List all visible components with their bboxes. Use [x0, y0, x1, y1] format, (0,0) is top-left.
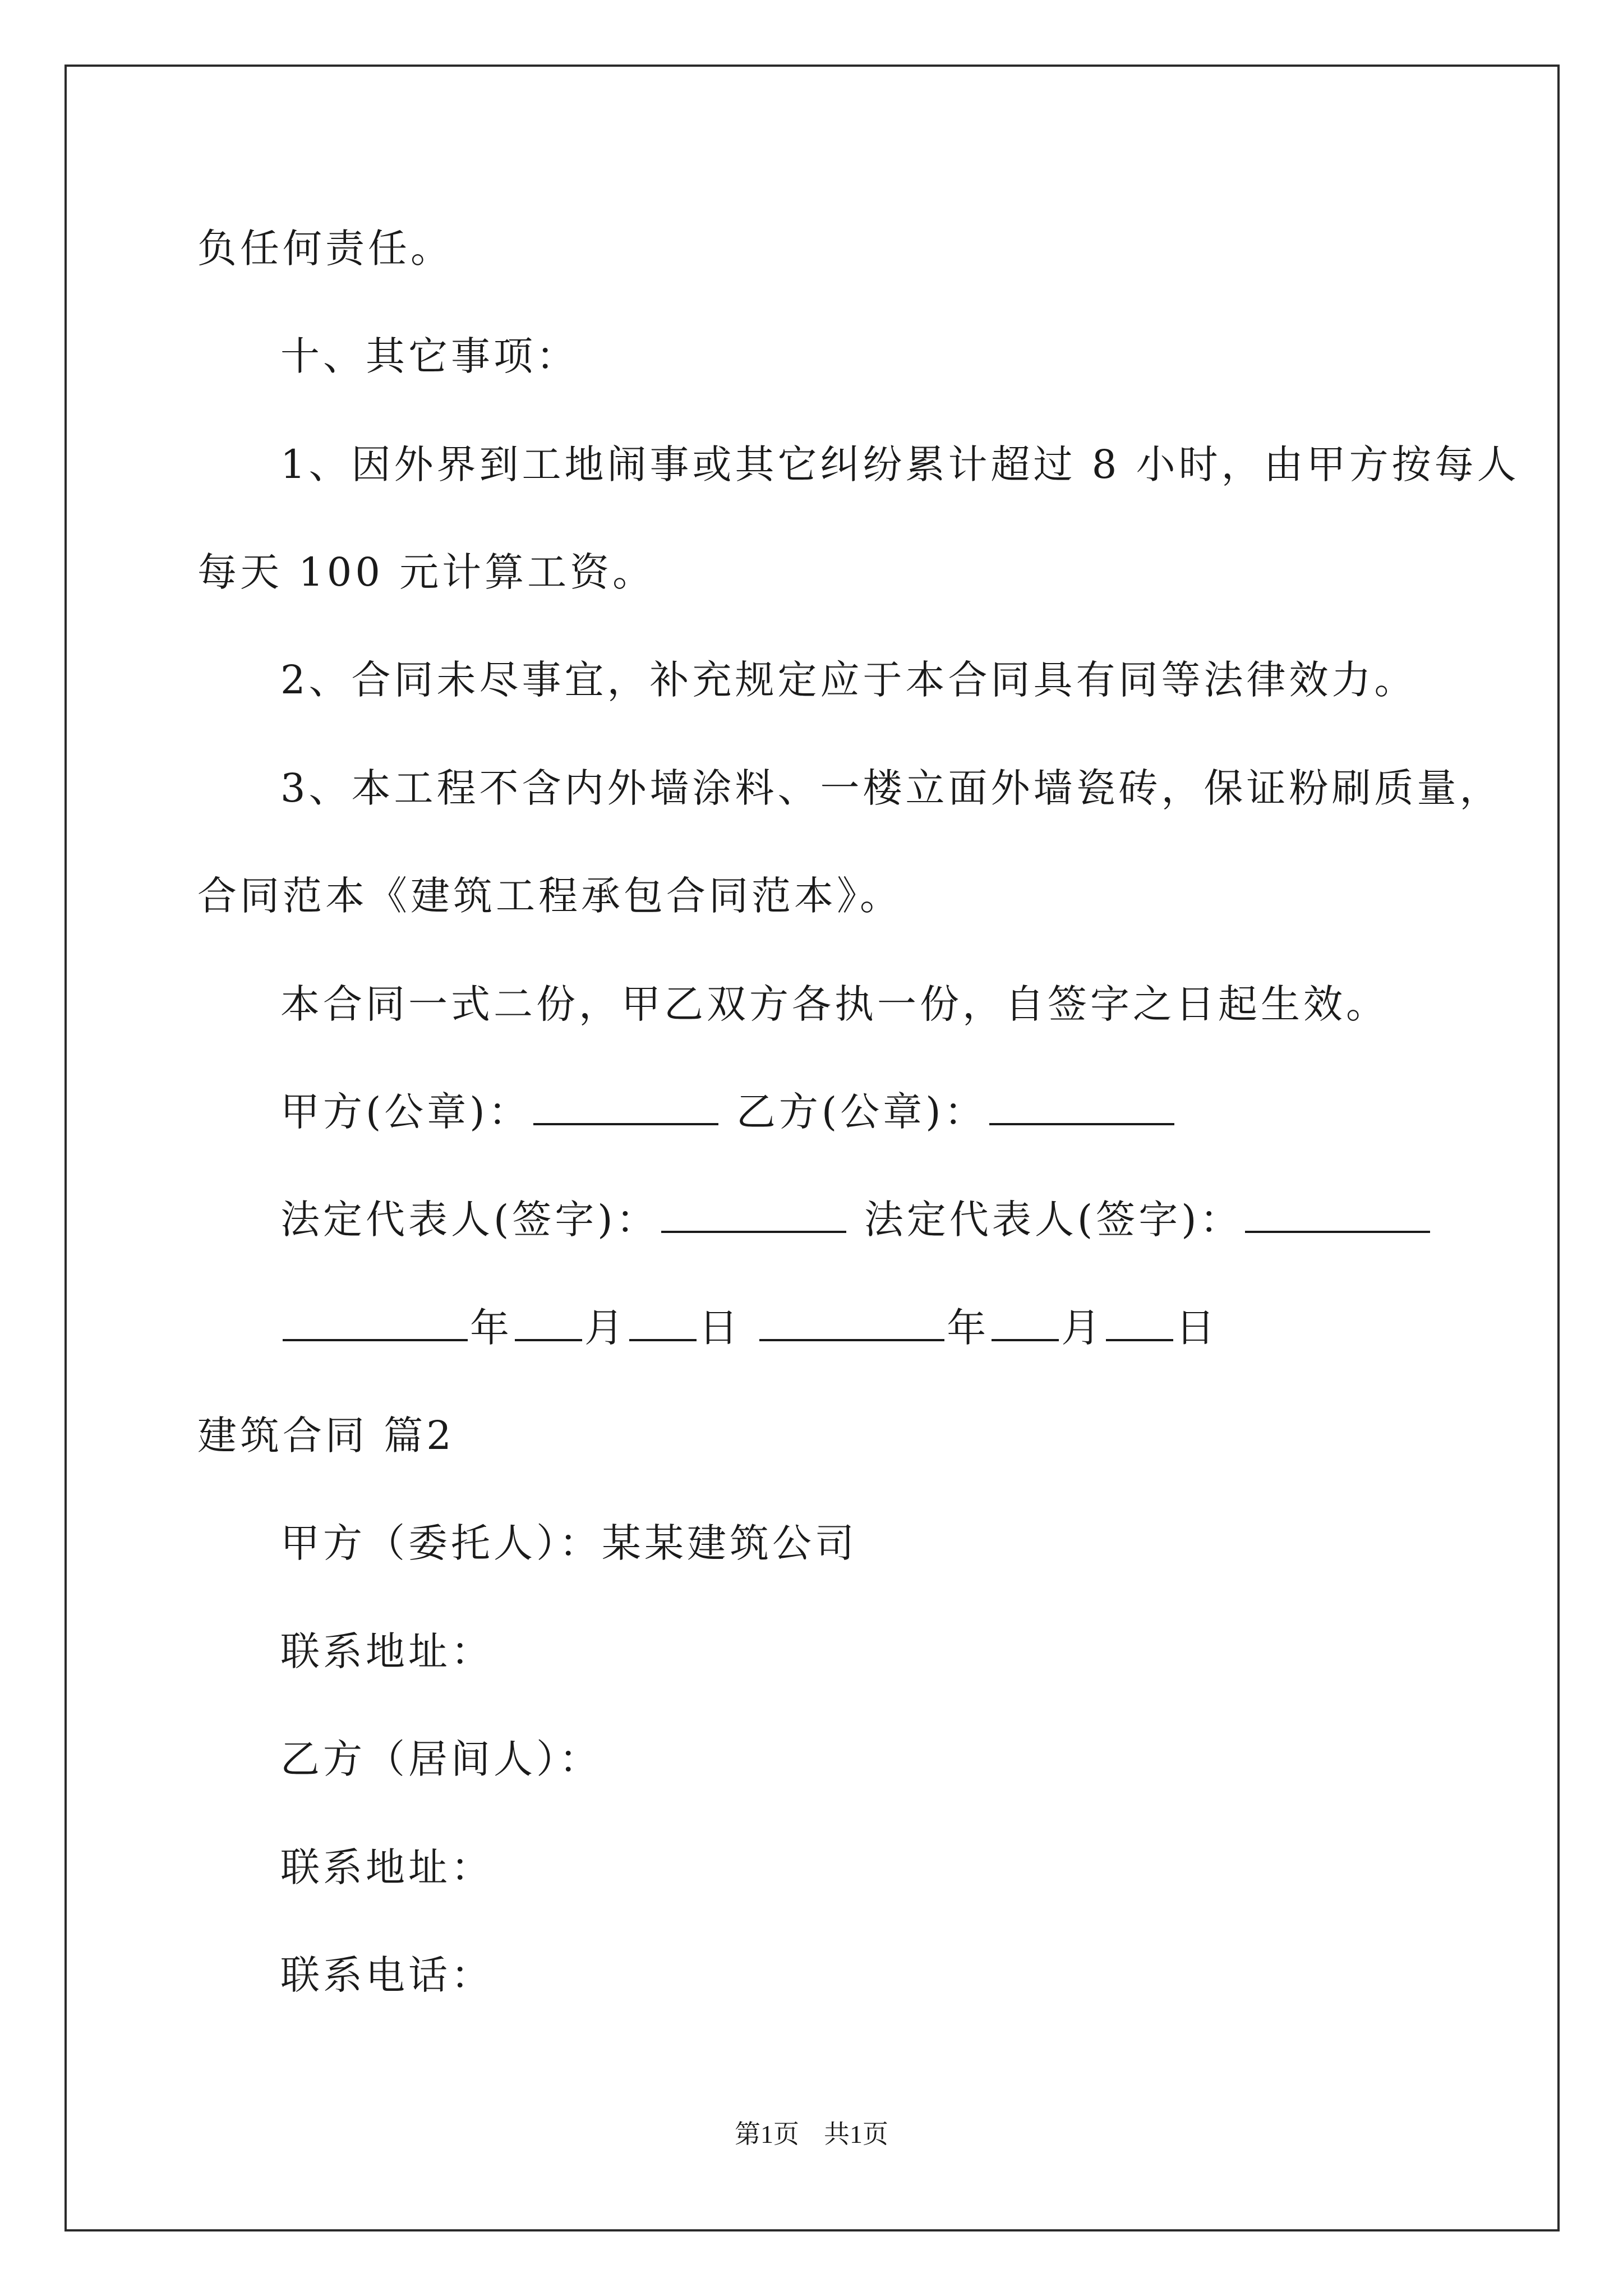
text-line: 本合同一式二份，甲乙双方各执一份，自签字之日起生效。: [280, 981, 1389, 1027]
text-line: 3、本工程不含内外墙涂料、一楼立面外墙瓷砖，保证粉刷质量，: [280, 765, 1502, 811]
party-a-line: 甲方（委托人）：某某建筑公司: [280, 1520, 857, 1566]
page-total: 共1页: [824, 2120, 888, 2148]
rep-b-blank: [1245, 1196, 1430, 1233]
seal-line: [280, 1087, 1177, 1137]
year-label: 年: [947, 1305, 990, 1351]
year-b-blank: [759, 1304, 944, 1341]
year-label: 年: [470, 1305, 513, 1351]
page-number: 第1页: [735, 2120, 799, 2148]
date-line: [280, 1303, 1218, 1353]
page-footer: [0, 2118, 1623, 2151]
day-a-blank: [629, 1304, 697, 1341]
page-border: [64, 65, 1560, 2231]
section-heading: 十、其它事项：: [280, 333, 579, 379]
party-b-seal-label: 乙方(公章)：: [736, 1089, 987, 1135]
representative-line: [280, 1194, 1432, 1245]
day-label: 日: [1175, 1305, 1219, 1351]
party-b-seal-blank: [989, 1088, 1174, 1125]
text-line: 每天 100 元计算工资。: [197, 549, 656, 595]
phone-line: 联系电话：: [280, 1952, 494, 1998]
text-line: 负任何责任。: [197, 226, 453, 272]
section-title: 建筑合同 篇2: [197, 1412, 455, 1458]
day-b-blank: [1106, 1304, 1173, 1341]
day-label: 日: [699, 1305, 741, 1351]
rep-a-label: 法定代表人(签字)：: [280, 1197, 659, 1243]
month-a-blank: [515, 1304, 582, 1341]
text-line: 1、因外界到工地闹事或其它纠纷累计超过 8 小时，由甲方按每人: [280, 441, 1520, 487]
party-a-seal-label: 甲方(公章)：: [280, 1089, 531, 1135]
rep-b-label: 法定代表人(签字)：: [864, 1197, 1243, 1243]
text-line: 合同范本《建筑工程承包合同范本》。: [197, 873, 902, 919]
text-line: 2、合同未尽事宜，补充规定应于本合同具有同等法律效力。: [280, 657, 1417, 703]
address-a-line: 联系地址：: [280, 1628, 494, 1674]
rep-a-blank: [661, 1196, 846, 1233]
month-label: 月: [584, 1305, 627, 1351]
party-b-line: 乙方（居间人）：: [280, 1736, 602, 1782]
party-a-seal-blank: [533, 1088, 718, 1125]
year-a-blank: [283, 1304, 468, 1341]
address-b-line: 联系地址：: [280, 1844, 494, 1890]
month-label: 月: [1061, 1305, 1104, 1351]
month-b-blank: [992, 1304, 1059, 1341]
